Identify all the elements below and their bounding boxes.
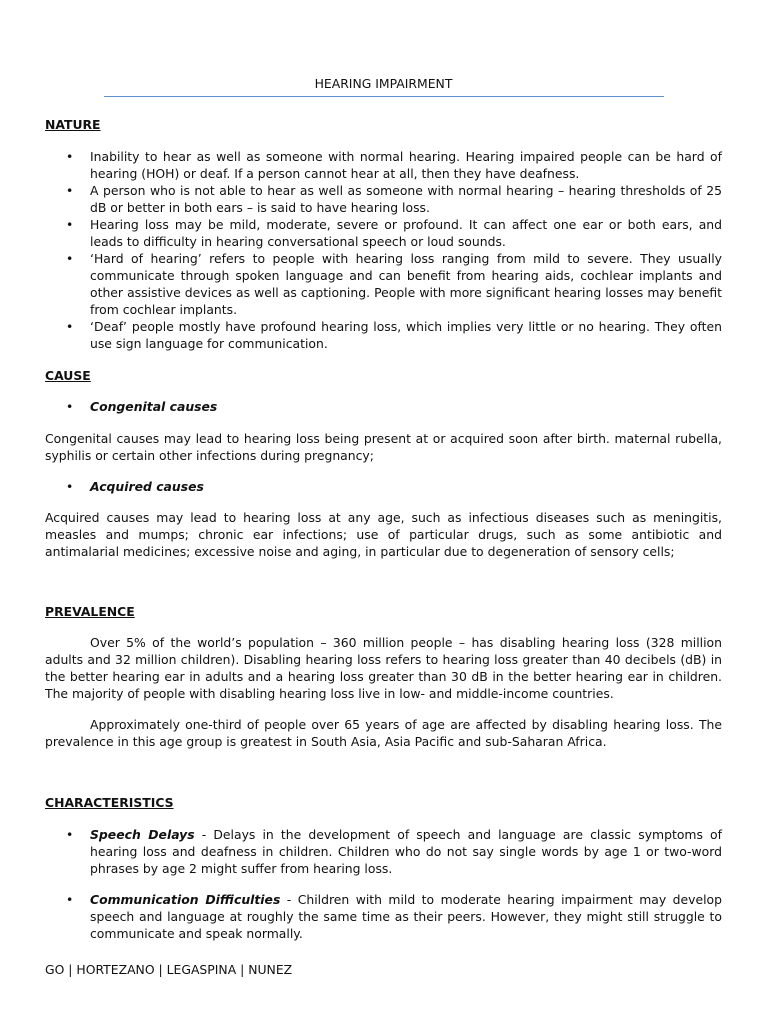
cause-heading: CAUSE <box>45 368 91 383</box>
acquired-causes-label: Acquired causes <box>90 479 204 494</box>
acquired-causes-bullet <box>45 478 722 495</box>
characteristic-description: - Delays in the development of speech and language are classic symptoms of hearing loss and deafness in children. Children who do not say single words by age 1 or two-word phrases by age 2 might suffer from hearing loss. <box>90 827 722 876</box>
document-title: HEARING IMPAIRMENT <box>314 76 453 91</box>
nature-heading: NATURE <box>45 117 101 132</box>
characteristics-bullet-list <box>45 826 722 942</box>
prevalence-heading: PREVALENCE <box>45 604 135 619</box>
title-underline-rule <box>104 96 664 97</box>
congenital-causes-paragraph: Congenital causes may lead to hearing loss being present at or acquired soon after birth. maternal rubella, syphilis or certain other infections during pregnancy; <box>45 431 722 463</box>
nature-bullet: • Inability to hear as well as someone with normal hearing. Hearing impaired people can be hard of hearing (HOH) or deaf. If a person cannot hear at all, then they have deafness. <box>45 148 722 182</box>
nature-bullet: • Hearing loss may be mild, moderate, severe or profound. It can affect one ear or both ears, and leads to difficulty in hearing conversational speech or loud sounds. <box>45 216 722 250</box>
nature-bullet: • ‘Deaf’ people mostly have profound hearing loss, which implies very little or no hearing. They often use sign language for communication. <box>45 318 722 352</box>
characteristic-item <box>45 891 722 942</box>
characteristic-term: Speech Delays <box>90 827 195 842</box>
nature-bullet: • A person who is not able to hear as well as someone with normal hearing – hearing thresholds of 25 dB or better in both ears – is said to have hearing loss. <box>45 182 722 216</box>
prevalence-paragraph-2: Approximately one-third of people over 65 years of age are affected by disabling hearing loss. The prevalence in this age group is greatest in South Asia, Asia Pacific and sub-Saharan Africa. <box>45 717 722 749</box>
page-footer-authors: GO | HORTEZANO | LEGASPINA | NUNEZ <box>45 962 293 977</box>
nature-bullet-list <box>45 148 722 352</box>
congenital-causes-label: Congenital causes <box>90 399 218 414</box>
prevalence-paragraph-1: Over 5% of the world’s population – 360 million people – has disabling hearing loss (328 million adults and 32 million children). Disabling hearing loss refers to hearing loss greater than 40 decibels (dB) in the better hearing ear in adults and a hearing loss greater than 30 dB in the better hearing ear in children. The majority of people with disabling hearing loss live in low- and middle-income countries. <box>45 635 722 701</box>
acquired-causes-paragraph: Acquired causes may lead to hearing loss at any age, such as infectious diseases such as meningitis, measles and mumps; chronic ear infections; use of particular drugs, such as some antibiotic and antimalarial medicines; excessive noise and aging, in particular due to degeneration of sensory cells; <box>45 510 722 559</box>
characteristic-description: - Children with mild to moderate hearing impairment may develop speech and language at roughly the same time as their peers. However, they might still struggle to communicate and speak normally. <box>90 892 722 941</box>
characteristic-item <box>45 826 722 877</box>
congenital-causes-bullet <box>45 398 722 415</box>
characteristics-heading: CHARACTERISTICS <box>45 795 174 810</box>
document-page <box>45 0 722 1024</box>
characteristic-term: Communication Difficulties <box>90 892 281 907</box>
nature-bullet: • ‘Hard of hearing’ refers to people with hearing loss ranging from mild to severe. They usually communicate through spoken language and can benefit from hearing aids, cochlear implants and other assistive devices as well as captioning. People with more significant hearing losses may benefit from cochlear implants. <box>45 250 722 318</box>
